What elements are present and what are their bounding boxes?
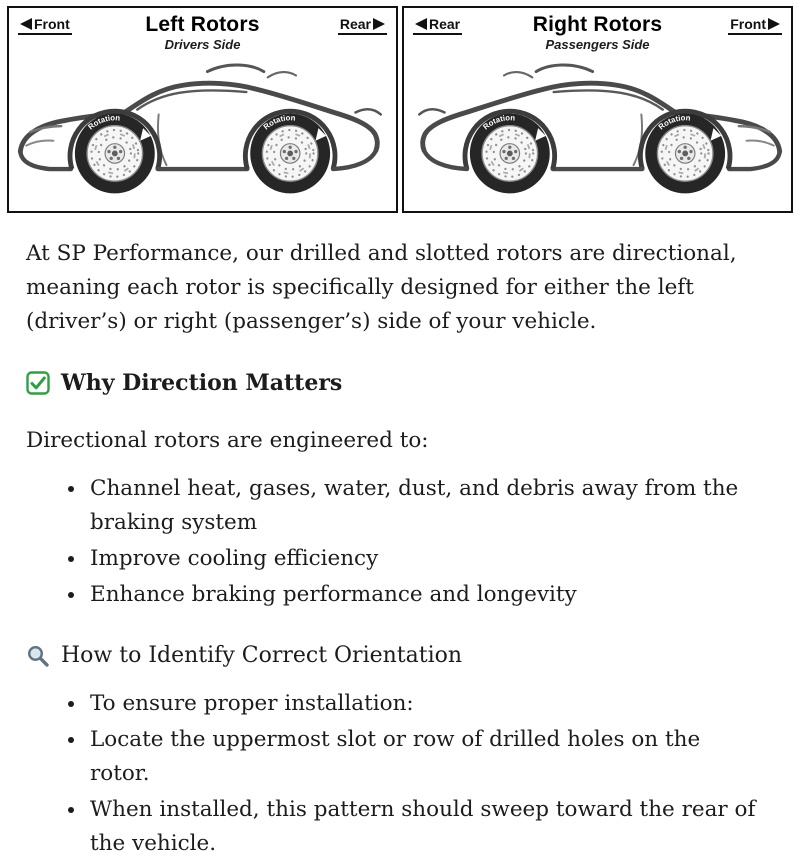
front-direction-label: [728, 16, 782, 35]
direction-text: Rear: [339, 16, 371, 32]
list-item: • Channel heat, gases, water, dust, and debris away from the braking system: [87, 472, 766, 540]
article-content: [0, 213, 800, 861]
left-panel-header: [9, 12, 396, 56]
magnifying-glass-icon: [26, 644, 50, 668]
list-item: • When installed, this pattern should sweep toward the rear of the vehicle.: [87, 793, 766, 861]
why-direction-list: [26, 472, 766, 612]
list-item: • Enhance braking performance and longevity: [87, 578, 766, 612]
identify-orientation-list: [26, 687, 766, 861]
panel-subtitle: Drivers Side: [164, 37, 241, 52]
left-car-illustration: [9, 56, 396, 207]
panel-title: Left Rotors: [145, 13, 260, 36]
heading-text: How to Identify Correct Orientation: [61, 642, 463, 668]
panel-subtitle: Passengers Side: [545, 37, 650, 52]
car-body: [419, 65, 779, 193]
panel-title: Right Rotors: [532, 13, 663, 36]
arrow-right-icon: [768, 18, 780, 30]
list-item: • To ensure proper installation:: [87, 687, 766, 721]
direction-text: Front: [730, 16, 766, 32]
rear-direction-label: [338, 16, 387, 35]
right-car-illustration: [404, 56, 791, 207]
direction-text: Rear: [429, 16, 461, 32]
rotor-direction-diagram: [0, 0, 800, 213]
left-rotors-panel: [7, 6, 398, 213]
arrow-left-icon: [415, 18, 427, 30]
list-item: • Improve cooling efficiency: [87, 542, 766, 576]
why-direction-heading: [26, 366, 774, 401]
heading-text: Why Direction Matters: [61, 369, 343, 396]
direction-text: Front: [34, 16, 70, 32]
rear-direction-label: [413, 16, 462, 35]
check-mark-icon: [26, 371, 50, 395]
right-rotors-panel: [402, 6, 793, 213]
identify-orientation-heading: [26, 639, 774, 674]
right-panel-header: [404, 12, 791, 56]
list-item: • Locate the uppermost slot or row of drilled holes on the rotor.: [87, 723, 766, 791]
front-direction-label: [18, 16, 72, 35]
car-body: [20, 65, 380, 193]
arrow-left-icon: [20, 18, 32, 30]
intro-paragraph: At SP Performance, our drilled and slotted rotors are directional, meaning each rotor is specifically designed for either the left (driver’s) or right (passenger’s) side of your vehicle.: [26, 241, 737, 334]
arrow-right-icon: [373, 18, 385, 30]
lead-text: Directional rotors are engineered to:: [26, 427, 429, 453]
